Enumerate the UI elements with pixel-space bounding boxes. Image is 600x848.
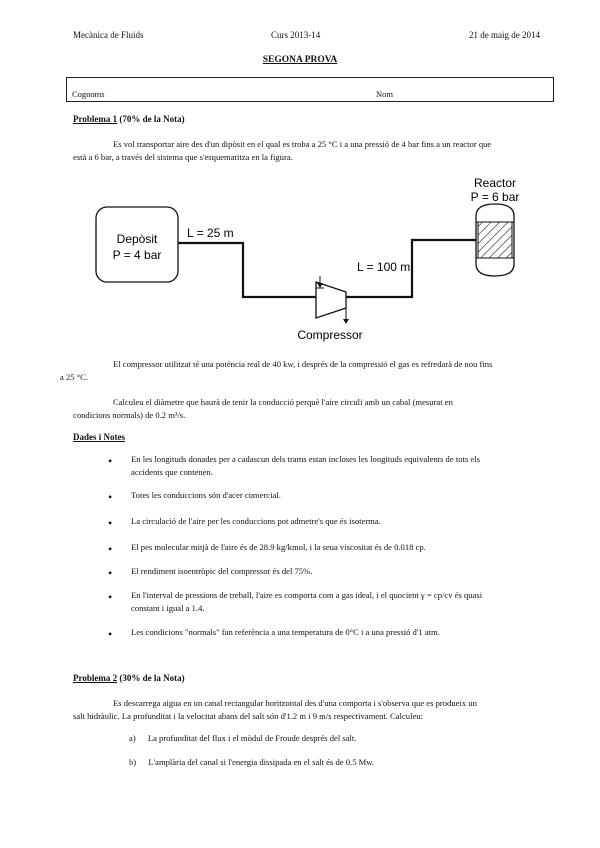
problem1-title: Problema 1 [73,114,118,124]
problem1-text2-line2: a 25 °C. [60,372,89,382]
compressor-label: Compressor [297,328,363,342]
pipe2-length: L = 100 m [357,260,411,274]
bullet-7: • [108,627,113,641]
bullet-2: • [108,490,113,504]
bullet-1: • [108,454,113,468]
note-6-line2: constant i igual a 1.4. [131,603,205,613]
problem1-text3-line1: Calculeu el diàmetre que haurà de tenir la conducció perquè l'aire circuli amb un cabal (mesurat en [113,397,453,407]
page-title: SEGONA PROVA [262,55,338,65]
note-item-1 [131,453,561,479]
problem2-heading [73,673,185,683]
tank-pressure: P = 4 bar [112,248,162,262]
notes-title: Dades i Notes [73,432,125,442]
problem2-intro [73,697,559,723]
problem1-text2 [60,358,559,384]
surname-label: Cognoms [72,89,105,99]
problem2-title: Problema 2 [73,673,118,683]
problem1-text3 [73,396,559,422]
note-1-line1: En les longituds donades per a cadascun dels trams estan incloses les longituds equivalents de tots els [131,454,480,464]
bullet-3: • [108,516,113,530]
reactor-packed-bed [478,222,512,258]
note-1-line2: accidents que contenen. [131,467,213,477]
problem1-intro-line2: està a 6 bar, a través del sistema que s'esquematitza en la figura. [73,152,293,162]
pipe1-length: L = 25 m [187,226,234,240]
tank-label: Depòsit [116,232,158,246]
note-item-7: Les condicions "normals" fan referència a una temperatura de 0°C i a una pressió d'1 atm. [131,627,440,637]
note-item-5: El rendiment isoentròpic del compressor és del 75%. [131,566,313,576]
problem1-text3-line2: condicions normals) de 0.2 m³/s. [73,410,186,420]
problem2-part-b [129,757,374,767]
part-b-label: b) [129,757,137,767]
note-item-3: La circulació de l'aire per les conduccions pot admetre's que és isoterma. [131,516,381,526]
note-item-4: El pes molecular mitjà de l'aire és de 28.9 kg/kmol, i la seua viscositat és de 0.018 cp. [131,542,426,552]
part-a-text: La profunditat del flux i el mòdul de Froude després del salt. [147,733,357,743]
part-a-label: a) [129,733,136,743]
note-item-2: Totes les conduccions són d'acer comercial. [131,490,281,500]
bullet-4: • [108,542,113,556]
reactor-pressure: P = 6 bar [470,190,520,204]
course-year: Curs 2013-14 [271,30,321,40]
pipe-segment-1 [178,243,316,297]
problem2-weight: (30% de la Nota) [119,673,185,683]
problem1-weight: (70% de la Nota) [119,114,185,124]
problem2-intro-line2: salt hidràulic. La profunditat i la velocitat abans del salt són d'1.2 m i 9 m/s respectivament. Calculeu: [73,711,423,721]
problem2-part-a [129,733,356,743]
bullet-6: • [108,590,113,604]
note-item-6 [131,589,561,615]
compressor-outlet-arrowhead [343,319,349,324]
power-input-arrowhead [317,283,323,288]
course-name: Mecànica de Fluids [73,30,144,40]
reactor-label: Reactor [473,176,517,190]
compressor-shape [316,282,346,318]
problem1-intro-line1: Es vol transportar aire des d'un dipòsit en el qual es troba a 25 °C i a una pressió de 4 bar fins a un reactor que [113,139,492,149]
problem1-text2-line1: El compressor utilitzat té una potència real de 40 kw, i després de la compressió el gas es refredarà de nou fins [113,359,493,369]
note-6-line1: En l'interval de pressions de treball, l'aire es comporta com a gas ideal, i el quocient γ = cp/cv és quasi [131,590,483,600]
notes-heading [73,432,125,442]
name-label: Nom [376,89,393,99]
part-b-text: L'amplària del canal si l'energia dissipada en el salt és de 0.5 Mw. [148,757,375,767]
exam-date: 21 de maig de 2014 [469,30,540,40]
bullet-5: • [108,566,113,580]
problem2-intro-line1: Es descarrega aigua en un canal rectangular horitzontal des d'una comporta i s'observa que es produeix un [113,698,477,708]
